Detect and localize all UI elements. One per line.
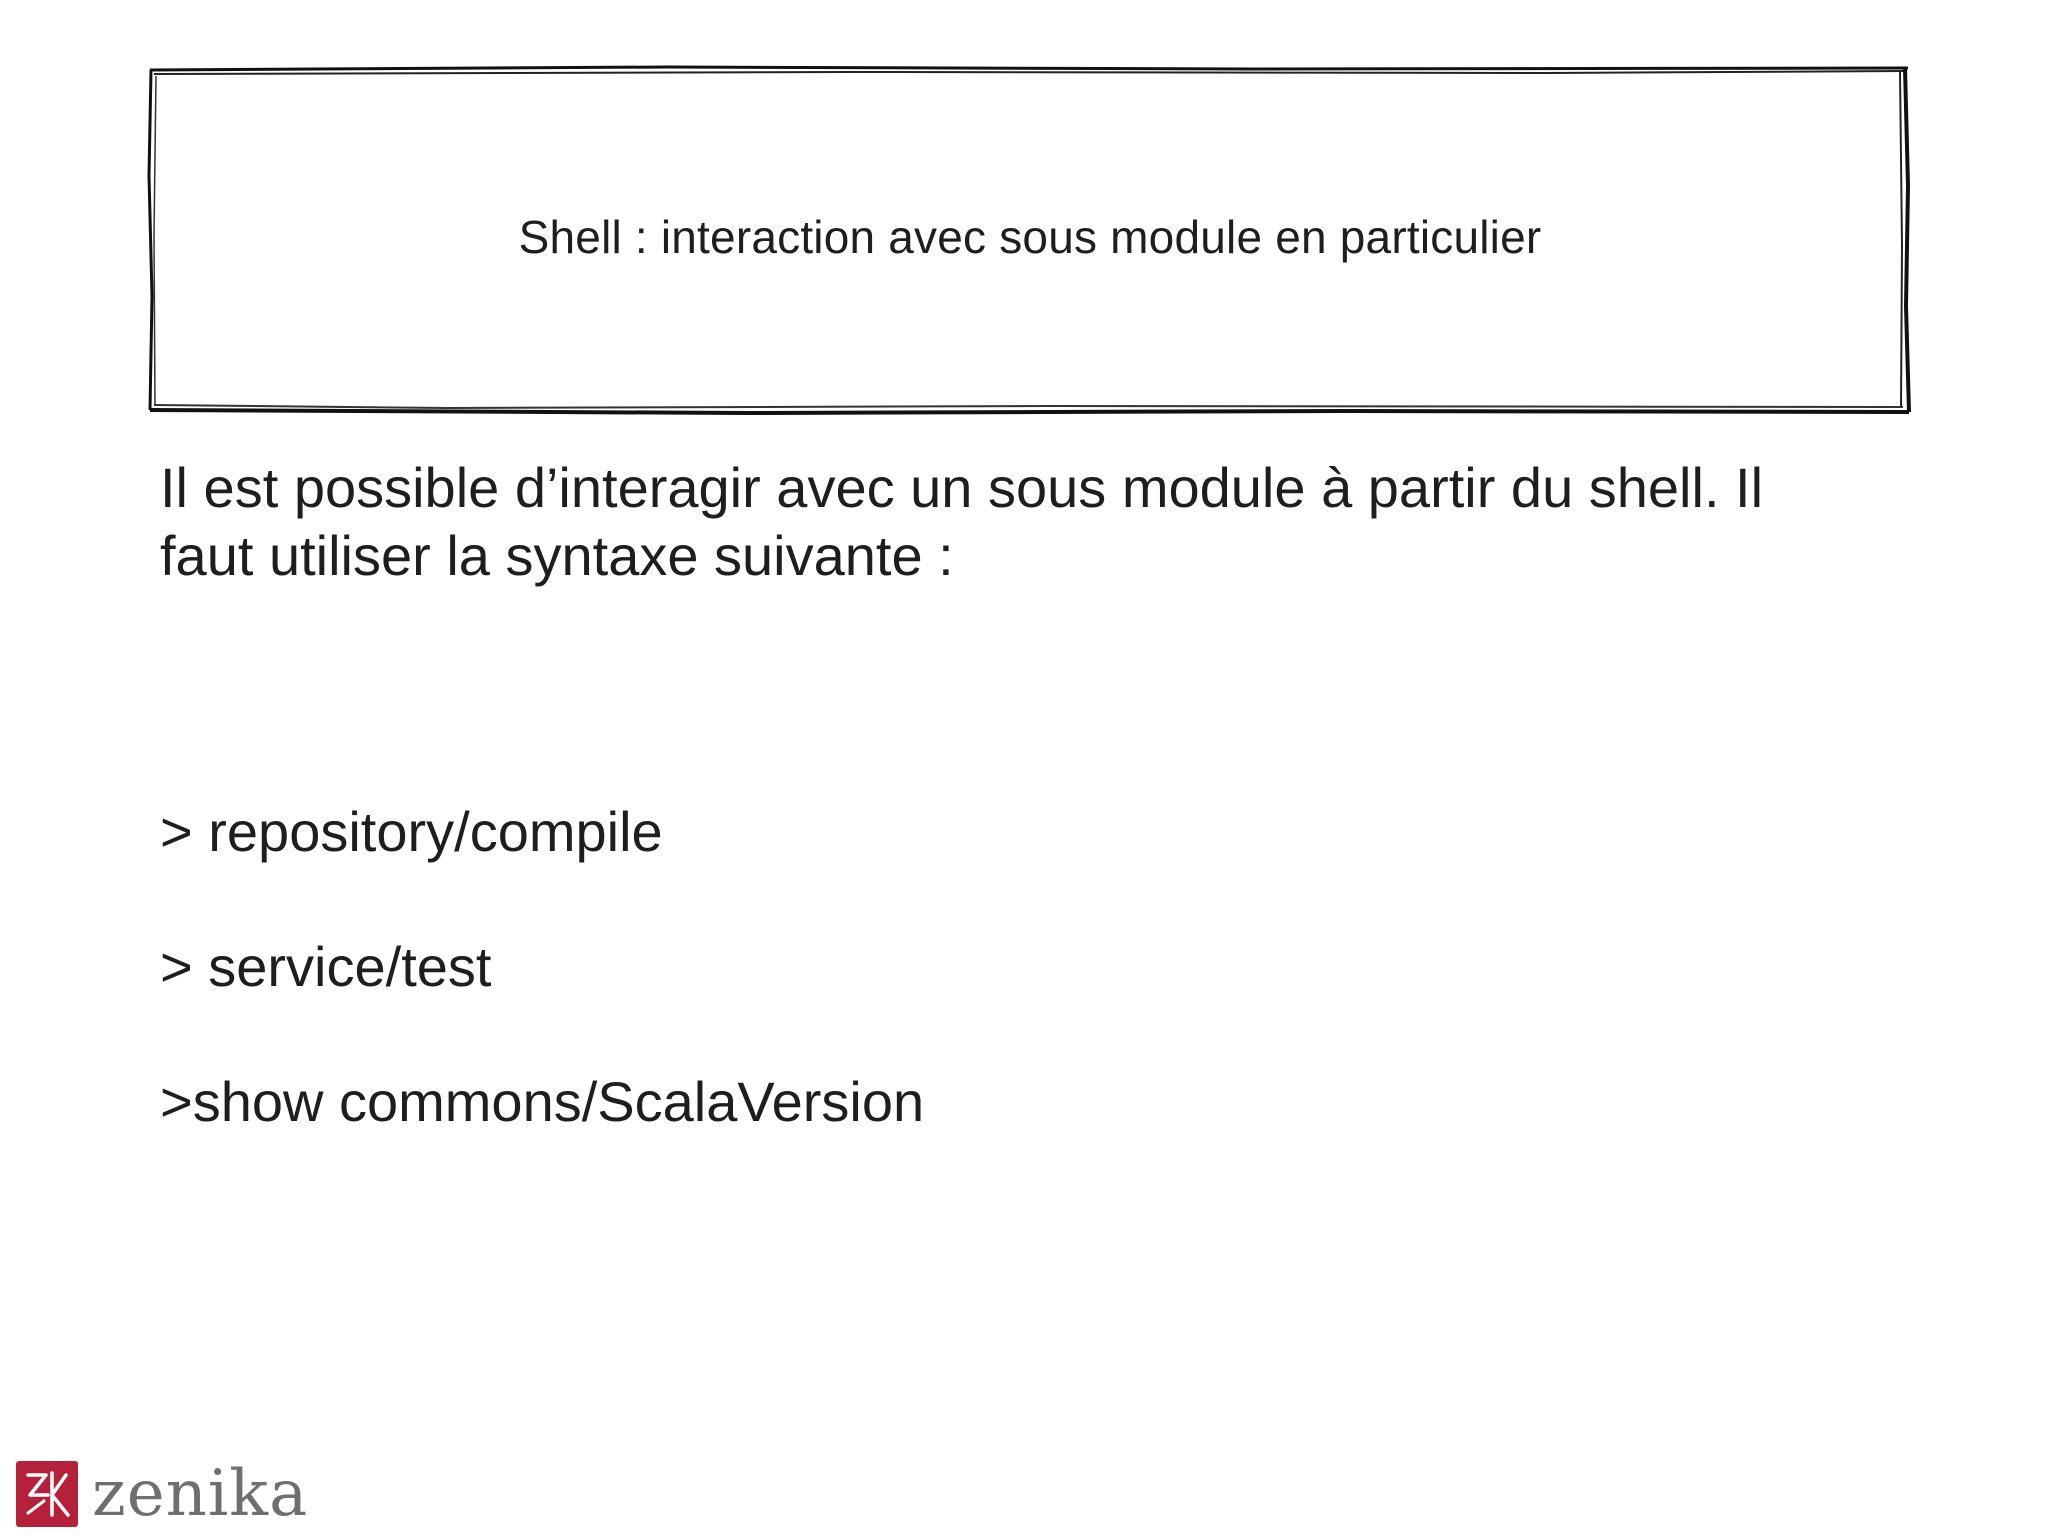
command-list [160, 798, 1860, 1203]
title-box [148, 66, 1912, 414]
slide-title: Shell : interaction avec sous module en particulier [518, 211, 1542, 263]
command-show-scala-version: >show commons/ScalaVersion [160, 1070, 925, 1133]
command-repository-compile: > repository/compile [160, 800, 663, 863]
body-line-1: Il est possible d’interagir avec un sous module à partir du shell. Il [160, 456, 1764, 519]
command-service-test: > service/test [160, 935, 492, 998]
zenika-logo-icon [16, 1461, 78, 1527]
body-line-2: faut utiliser la syntaxe suivante : [160, 524, 954, 587]
body-paragraph [160, 454, 1860, 590]
zenika-logo [16, 1458, 308, 1530]
zenika-wordmark: zenika [92, 1457, 309, 1531]
